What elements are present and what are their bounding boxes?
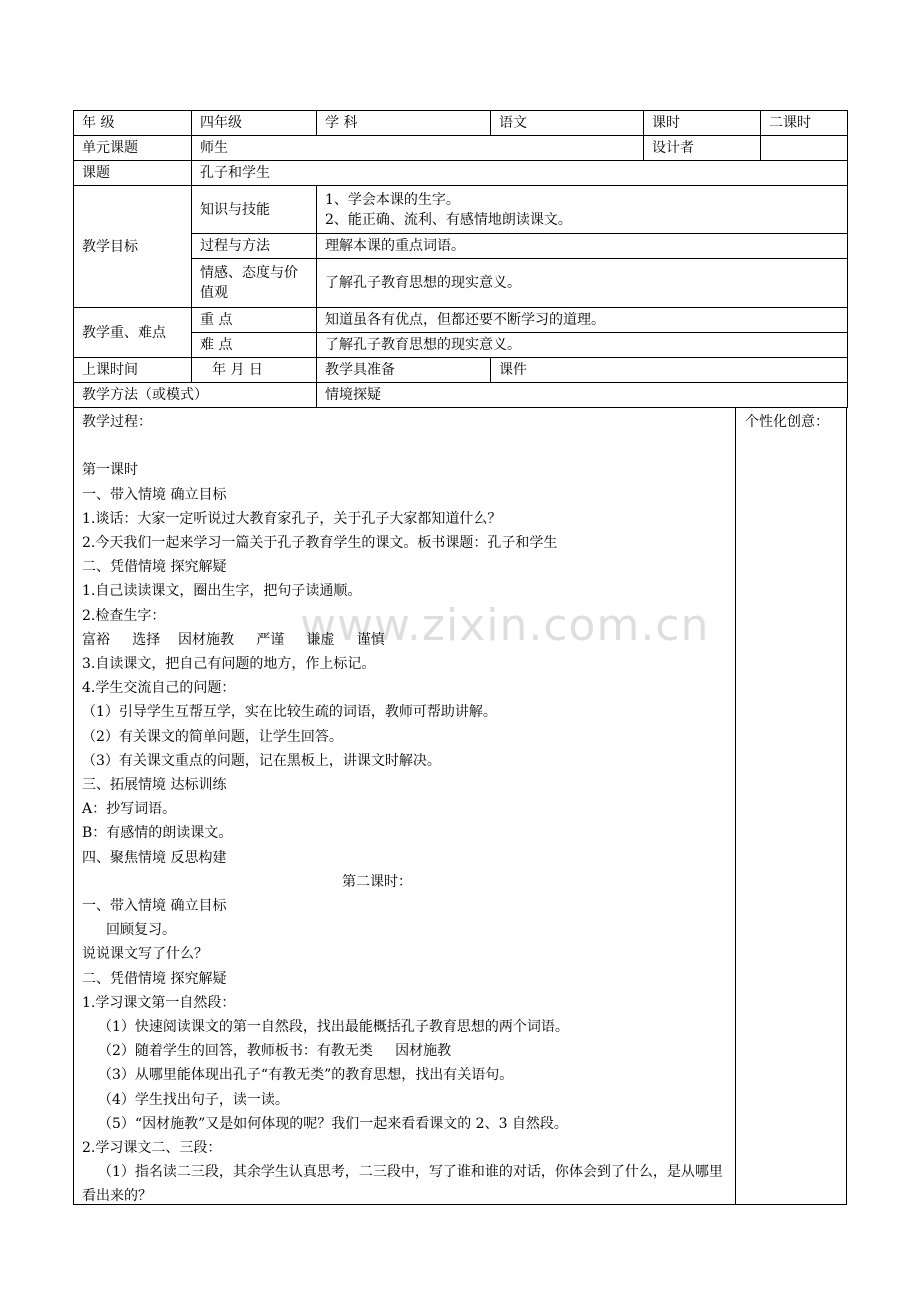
period-value: 二课时 (761, 111, 848, 136)
process-line: 说说课文写了什么？ (82, 946, 208, 963)
unit-value: 师生 (192, 136, 644, 161)
process-line: 二、凭借情境 探究解疑 (82, 970, 227, 987)
process-label: 教学过程： (82, 414, 152, 430)
goals-label: 教学目标 (74, 186, 192, 308)
process-line: （1）快速阅读课文的第一自然段，找出最能概括孔子教育思想的两个词语。 (98, 1019, 569, 1036)
subject-label: 学 科 (317, 111, 491, 136)
emotion-value: 了解孔子教育思想的现实意义。 (317, 259, 848, 308)
teaching-process (73, 408, 847, 1205)
header-table (73, 110, 848, 408)
process-line: 1.谈话：大家一定听说过大教育家孔子，关于孔子大家都知道什么？ (82, 510, 502, 527)
method-value: 情境探疑 (317, 383, 848, 408)
process-line: （3）从哪里能体现出孔子“有教无类”的教育思想，找出有关语句。 (98, 1067, 514, 1084)
period-label: 课时 (644, 111, 761, 136)
process-line: 二、凭借情境 探究解疑 (82, 559, 227, 576)
tools-value: 课件 (491, 358, 848, 383)
personal-notes-column (736, 408, 846, 1204)
emotion-label: 情感、态度与价值观 (192, 259, 317, 308)
process-line: 第一课时 (82, 462, 138, 479)
unit-label: 单元课题 (74, 136, 192, 161)
class-time-value: 年 月 日 (192, 358, 317, 383)
process-line: （3）有关课文重点的问题，记在黑板上，讲课文时解决。 (82, 752, 441, 769)
process-line: B：有感情的朗读课文。 (82, 825, 233, 842)
class-time-label: 上课时间 (74, 358, 192, 383)
process-line: （1）指名读二三段，其余学生认真思考，二三段中，写了谁和谁的对话，你体会到了什么，是从哪里看出来的？ (82, 1164, 723, 1205)
personal-notes-label: 个性化创意： (745, 414, 829, 430)
process-line: 富裕 选择 因材施教 严谨 谦虚 谨慎 (82, 631, 385, 648)
process-line: 第二课时： (342, 873, 412, 890)
knowledge-line-2: 2、能正确、流利、有感情地朗读课文。 (325, 211, 572, 228)
process-method-label: 过程与方法 (192, 234, 317, 259)
difficult-point-value: 了解孔子教育思想的现实意义。 (317, 333, 848, 358)
process-line: 一、带入情境 确立目标 (82, 898, 227, 915)
lesson-plan (73, 110, 847, 1205)
process-line: （2）有关课文的简单问题，让学生回答。 (82, 728, 343, 745)
topic-label: 课题 (74, 161, 192, 186)
process-line: （4）学生找出句子，读一读。 (98, 1091, 289, 1108)
process-line: 2.检查生字： (82, 607, 166, 624)
process-content (74, 408, 736, 1204)
key-point-value: 知道虽各有优点，但都还要不断学习的道理。 (317, 308, 848, 333)
process-line: 3.自读课文，把自己有问题的地方，作上标记。 (82, 656, 376, 673)
process-line: 2.学习课文二、三段： (82, 1140, 222, 1157)
process-method-value: 理解本课的重点词语。 (317, 234, 848, 259)
process-line: （2）随着学生的回答，教师板书：有教无类 因材施教 (98, 1043, 452, 1060)
subject-value: 语文 (491, 111, 644, 136)
focus-label: 教学重、难点 (74, 308, 192, 358)
blank-line (82, 434, 729, 458)
process-line: 1.学习课文第一自然段： (82, 994, 236, 1011)
knowledge-line-1: 1、学会本课的生字。 (325, 191, 460, 208)
process-line: 2.今天我们一起来学习一篇关于孔子教育学生的课文。板书课题：孔子和学生 (82, 535, 558, 551)
designer-label: 设计者 (644, 136, 761, 161)
tools-label: 教学具准备 (317, 358, 491, 383)
topic-value: 孔子和学生 (192, 161, 848, 186)
key-point-label: 重 点 (192, 308, 317, 333)
grade-value: 四年级 (192, 111, 317, 136)
designer-value (761, 136, 848, 161)
process-line: （5）“因材施教”又是如何体现的呢？我们一起来看看课文的 2、3 自然段。 (98, 1115, 568, 1132)
process-line: 4.学生交流自己的问题： (82, 680, 236, 697)
process-line: 四、聚焦情境 反思构建 (82, 849, 227, 866)
grade-label: 年 级 (74, 111, 192, 136)
process-line: 三、拓展情境 达标训练 (82, 777, 227, 794)
process-line: （1）引导学生互帮互学，实在比较生疏的词语，教师可帮助讲解。 (82, 704, 497, 721)
knowledge-label: 知识与技能 (192, 186, 317, 234)
watermark: www.zixin.com.cn (300, 600, 710, 651)
process-line: 一、带入情境 确立目标 (82, 486, 227, 503)
method-label: 教学方法（或模式） (74, 383, 317, 408)
difficult-point-label: 难 点 (192, 333, 317, 358)
process-line: 1.自己读读课文，圈出生字，把句子读通顺。 (82, 583, 362, 600)
knowledge-value (317, 186, 848, 234)
process-line: A：抄写词语。 (82, 801, 177, 818)
process-line: 回顾复习。 (106, 922, 176, 939)
